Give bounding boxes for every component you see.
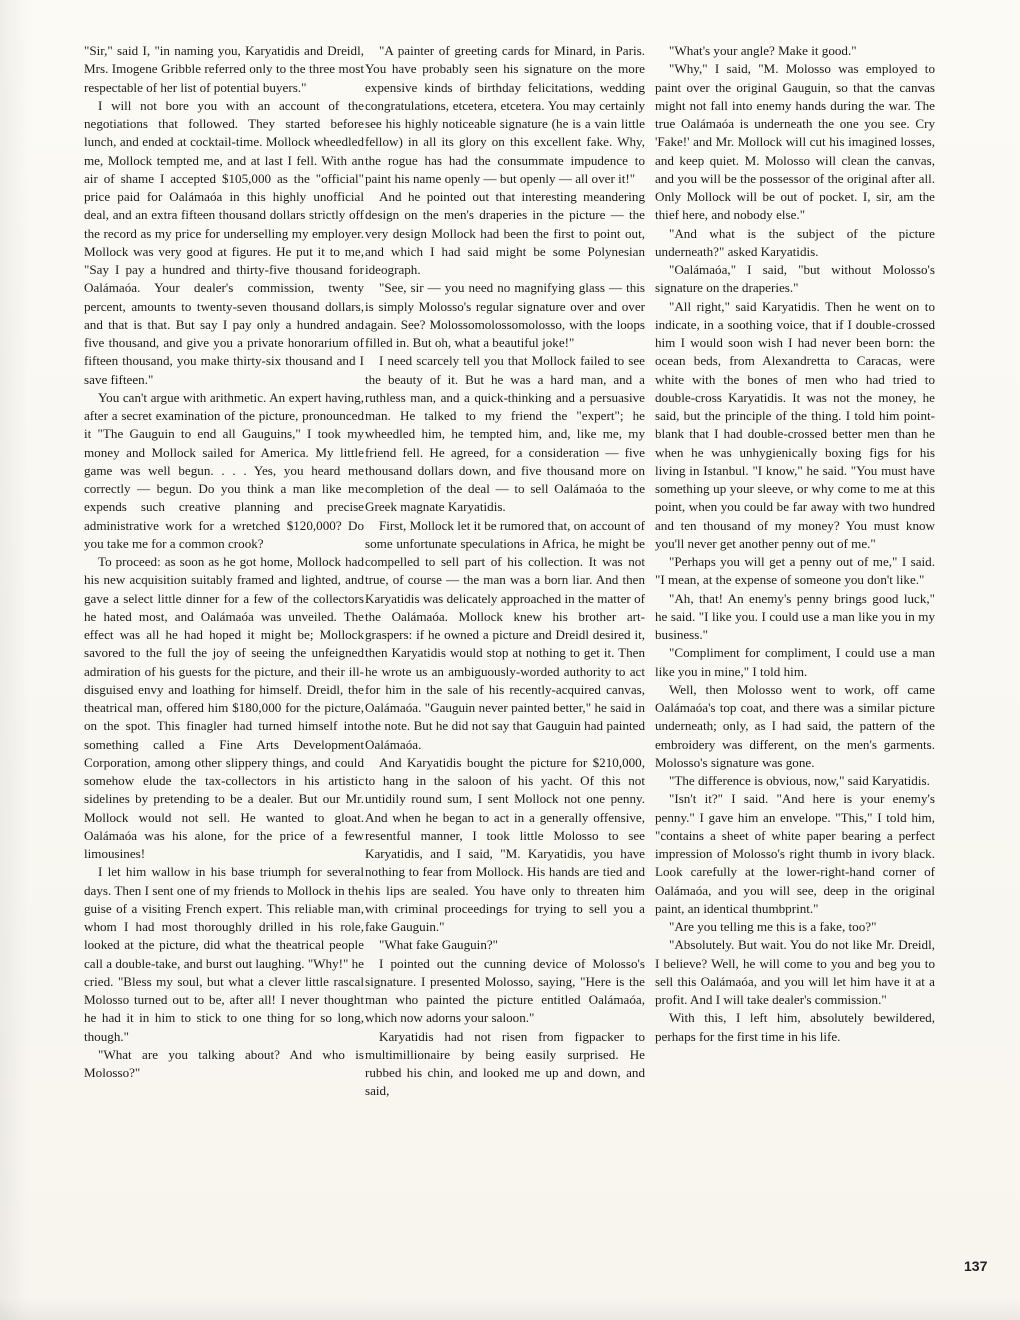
paragraph: "The difference is obvious, now," said Karyatidis. xyxy=(669,773,930,788)
paragraph: "Compliment for compliment, I could use a man like you in mine," I told him. xyxy=(655,645,935,679)
text-column-2 xyxy=(365,42,645,1101)
text-column-3 xyxy=(655,42,935,1046)
paragraph: "Isn't it?" I said. "And here is your enemy's penny." I gave him an envelope. "This," I told him, "contains a sheet of white paper bearing a perfect impression of Molosso's right thumb in ivory black. Look carefully at the lower-right-hand corner of Oalámaóa, and you will see, deep in the original paint, an identical thumbprint." xyxy=(655,791,935,916)
paragraph: "Perhaps you will get a penny out of me," I said. "I mean, at the expense of someone you don't like." xyxy=(655,554,935,588)
paragraph: "Oalámaóa," I said, "but without Molosso's signature on the draperies." xyxy=(655,262,935,296)
page-number: 137 xyxy=(964,1258,988,1274)
paragraph: Karyatidis had not risen from figpacker to multimillionaire by being easily surprised. He rubbed his chin, and looked me up and down, and said, xyxy=(365,1028,645,1099)
paragraph: I let him wallow in his base triumph for several days. Then I sent one of my friends to Mollock in the guise of a visiting French expert. This reliable man, whom I had most thoroughly drilled in his role, looked at the picture, did what the theatrical people call a double-take, and burst out laughing. "Why!" he cried. "Bless my soul, but what a clever little rascal Molosso turned out to be, after all! I never thought he had it in him to stick to one thing for so long, though." xyxy=(84,864,364,1044)
paragraph: "See, sir — you need no magnifying glass — this is simply Molosso's regular signature over and over again. See? Molossomolossomolosso, with the loops filled in. But oh, what a beautiful joke!" xyxy=(365,280,645,350)
page-shadow-bottom xyxy=(0,1298,1020,1320)
text-column-1 xyxy=(84,42,364,1082)
paragraph: First, Mollock let it be rumored that, on account of some unfortunate speculations in Africa, he might be compelled to sell part of his collection. It was not true, of course — the man was a born liar. And then Karyatidis was delicately approached in the matter of the Oalámaóa. Mollock knew his brother art-graspers: if he owned a picture and Dreidl desired it, then Karyatidis would stop at nothing to get it. Then he wrote us an ambiguously-worded authority to act for him in the sale of his recently-acquired canvas, Oalámaóa. "Gauguin never painted better," he said in the note. But he did not say that Gauguin had painted Oalámaóa. xyxy=(365,517,645,752)
paragraph: "What's your angle? Make it good." xyxy=(669,43,857,58)
paragraph: And Karyatidis bought the picture for $210,000, to hang in the saloon of his yacht. Of this not untidily round sum, I sent Mollock not one penny. And when he began to act in a generally offensive, resentful manner, I took little Molosso to see Karyatidis, and I said, "M. Karyatidis, you have nothing to fear from Mollock. His hands are tied and his lips are sealed. You have only to threaten him with criminal proceedings for trying to sell you a fake Gauguin." xyxy=(365,754,645,934)
paragraph: "Are you telling me this is a fake, too?" xyxy=(669,919,877,934)
paragraph: "A painter of greeting cards for Minard, in Paris. You have probably seen his signature on the more expensive kinds of birthday felicitations, wedding congratulations, etcetera, etcetera. You may certainly see his highly noticeable signature (he is a vain little fellow) in all its glory on this excellent fake. Why, the rogue has had the consummate impudence to paint his name openly — but openly — all over it!" xyxy=(365,43,645,186)
paragraph: Well, then Molosso went to work, off came Oalámaóa's top coat, and there was a similar picture underneath; only, as I had said, the pattern of the embroidery was different, on the men's garments. Molosso's signature was gone. xyxy=(655,681,935,770)
paragraph: "Absolutely. But wait. You do not like Mr. Dreidl, I believe? Well, he will come to you and beg you to sell this Oalámaóa, and you will let him have it at a profit. And I will take dealer's commission." xyxy=(655,937,935,1007)
paragraph: "Ah, that! An enemy's penny brings good luck," he said. "I like you. I could use a man like you in my business." xyxy=(655,590,935,642)
paragraph: I need scarcely tell you that Mollock failed to see the beauty of it. But he was a hard man, and a ruthless man, and a quick-thinking and a persuasive man. He talked to my friend the "expert"; he wheedled him, he tempted him, and, like me, my friend fell. He agreed, for a consideration — five thousand dollars down, and five thousand more on completion of the deal — to sell Oalámaóa to the Greek magnate Karyatidis. xyxy=(365,353,645,515)
paragraph: I pointed out the cunning device of Molosso's signature. I presented Molosso, saying, "Here is the man who painted the picture entitled Oalámaóa, which now adorns your saloon." xyxy=(365,955,645,1026)
paragraph: "Why," I said, "M. Molosso was employed to paint over the original Gauguin, so that the canvas might not fall into enemy hands during the war. The true Oalámaóa is underneath the one you see. Cry 'Fake!' and Mr. Mollock will cut his imagined losses, and keep quiet. M. Molosso will clean the canvas, and you will be the possessor of the original after all. Only Mollock will be out of pocket. I, sir, am the thief here, and nobody else." xyxy=(655,61,935,223)
paragraph: "Sir," said I, "in naming you, Karyatidis and Dreidl, Mrs. Imogene Gribble referred only to the three most respectable of her list of potential buyers." xyxy=(84,43,364,95)
paragraph: "What are you talking about? And who is Molosso?" xyxy=(84,1046,364,1080)
paragraph: "What fake Gauguin?" xyxy=(379,937,499,953)
paragraph: And he pointed out that interesting meandering design on the men's draperies in the picture — the very design Mollock had been the first to point out, and which I had said might be some Polynesian ideograph. xyxy=(365,189,645,277)
paragraph: With this, I left him, absolutely bewildered, perhaps for the first time in his life. xyxy=(655,1010,935,1044)
paragraph: "And what is the subject of the picture underneath?" asked Karyatidis. xyxy=(655,225,935,259)
page-shadow-left xyxy=(0,0,30,1320)
paragraph: "All right," said Karyatidis. Then he went on to indicate, in a soothing voice, that if I double-crossed him I would soon wish I had never been born: the ocean beds, from Alexandretta to Caracas, were white with the bones of men who had tried to double-cross Karyatidis. It was not the money, he said, but the principle of the thing. I told him point-blank that I had double-crossed better men than he when he was unhygienically boxing figs for his living in Istanbul. "I know," he said. "You must have something up your sleeve, or why come to me at this point, when you could be far away with two hundred and ten thousand of my money? You must know you'll never get another penny out of me." xyxy=(655,298,935,551)
paragraph: You can't argue with arithmetic. An expert having, after a secret examination of the picture, pronounced it "The Gauguin to end all Gauguins," I took my money and Mollock sailed for America. My little game was well begun. . . . Yes, you heard me correctly — begun. Do you think a man like me expends such creative planning and precise administrative work for a wretched $120,000? Do you take me for a common crook? xyxy=(84,389,364,551)
paragraph: I will not bore you with an account of the negotiations that followed. They started before lunch, and ended at cocktail-time. Mollock wheedled me, Mollock tempted me, and at last I fell. With an air of shame I accepted $105,000 as the "official" price paid for Oalámaóa in this highly unofficial deal, and an extra fifteen thousand dollars strictly off the record as my price for underselling my employer. Mollock was very good at figures. He put it to me, "Say I pay a hundred and thirty-five thousand for Oalámaóa. Your dealer's commission, twenty percent, amounts to twenty-seven thousand dollars, and that is that. But say I pay only a hundred and five thousand, and give you a private honorarium of fifteen thousand, you make thirty-six thousand and I save fifteen." xyxy=(84,97,364,387)
paragraph: To proceed: as soon as he got home, Mollock had his new acquisition suitably framed and lighted, and gave a select little dinner for a few of the collectors he hated most, and Oalámaóa was unveiled. The effect was all he had hoped it might be; Mollock savored to the full the joy of seeing the unfeigned admiration of his guests for the picture, and their ill-disguised envy and loathing for himself. Dreidl, the theatrical man, offered him $180,000 for the picture, on the spot. This finagler had turned himself into something called a Fine Arts Development Corporation, among other slippery things, and could somehow elude the tax-collectors in his artistic sidelines by pretending to be a dealer. But our Mr. Mollock would not sell. He wanted to gloat. Oalámaóa was his alone, for the price of a few limousines! xyxy=(84,554,364,861)
